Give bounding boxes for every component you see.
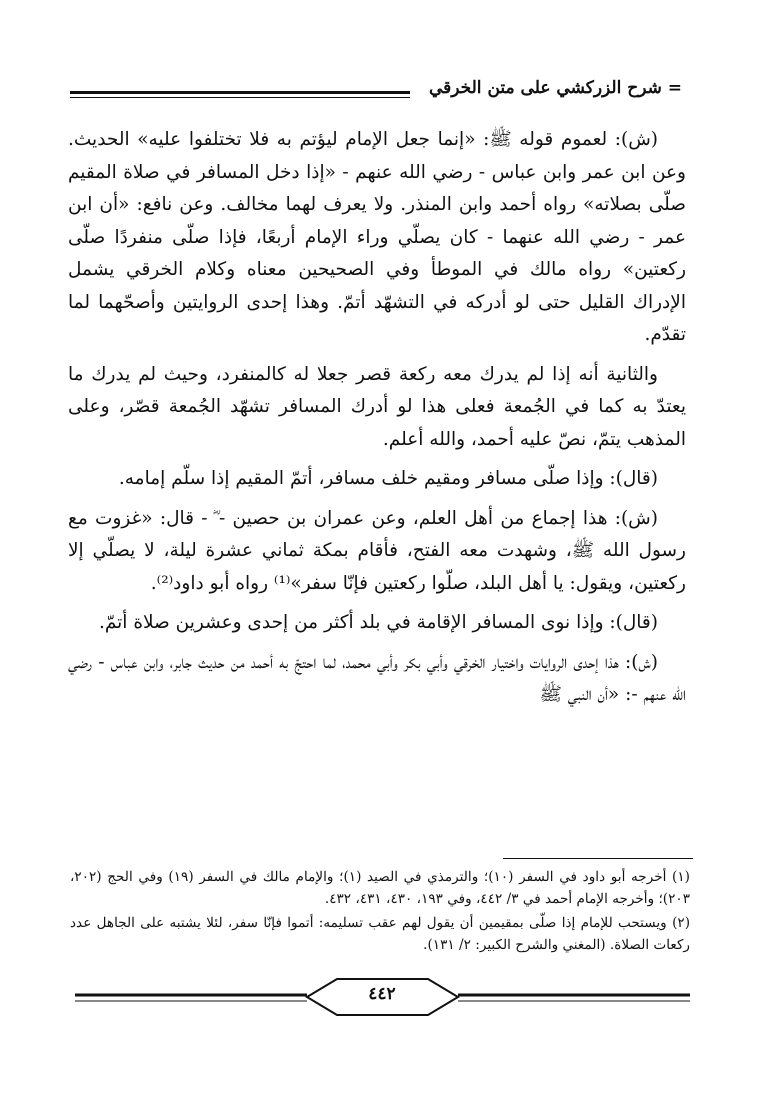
paragraph: (قال): وإذا صلّى مسافر ومقيم خلف مسافر، أتمّ المقيم إذا سلّم إمامه. bbox=[118, 468, 658, 489]
paragraph: والثانية أنه إذا لم يدرك معه ركعة قصر جعلا له كالمنفرد، وحيث لم يدرك ما يعتدّ به كما في الجُمعة فعلى هذا لو أدرك المسافر تشهّد الجُمعة قصّر، وعلى المذهب يتمّ، نصّ عليه أحمد، والله أعلم. bbox=[68, 363, 686, 450]
header-title: = شرح الزركشي على متن الخرقي bbox=[428, 78, 682, 98]
footnotes bbox=[70, 866, 690, 958]
paragraph: (ش): هذا إجماع من أهل العلم، وعن عمران بن حصين - ؓ - قال: «غزوت مع رسول الله ﷺ، وشهدت معه الفتح، فأقام بمكة ثماني عشرة ليلة، لا يصلّي إلا ركعتين، ويقول: يا أهل البلد، صلّوا ركعتين فإنّا سفر»⁽¹⁾ رواه أبو داود⁽²⁾. bbox=[68, 507, 686, 594]
page-number-ornament bbox=[75, 975, 690, 1019]
body-text bbox=[68, 124, 686, 719]
footnote: (١) أخرجه أبو داود في السفر (١٠)؛ والترمذي في الصيد (١)؛ والإمام مالك في السفر (١٩) وفي الحج (٢٠٢، ٢٠٣)؛ وأخرجه الإمام أحمد في ٣/ ٤٤٢، وفي ١٩٣، ٤٣٠، ٤٣١، ٤٣٢. bbox=[70, 869, 690, 907]
header-rule-thick bbox=[70, 91, 410, 94]
running-header bbox=[70, 78, 682, 110]
footnote: (٢) ويستحب للإمام إذا صلّى بمقيمين أن يقول لهم عقب تسليمه: أتموا فإنّا سفر، لئلا يشتبه على الجاهل عدد ركعات الصلاة. (المغني والشرح الكبير: ٢/ ١٣١). bbox=[70, 915, 690, 953]
footnote-separator bbox=[503, 858, 693, 859]
paragraph: (ش): لعموم قوله ﷺ: «إنما جعل الإمام ليؤتم به فلا تختلفوا عليه» الحديث. وعن ابن عمر وابن عباس - رضي الله عنهم - «إذا دخل المسافر في صلاة المقيم صلّى بصلاته» رواه أحمد وابن المنذر. ولا يعرف لهما مخالف. وعن نافع: «أن ابن عمر - رضي الله عنهما - كان يصلّي وراء الإمام أربعًا، فإذا صلّى منفردًا صلّى ركعتين» رواه مالك في الموطأ وفي الصحيحين معناه وكلام الخرقي يشمل الإدراك القليل حتى لو أدركه في التشهّد أتمّ. وهذا إحدى الروايتين وأصحّهما لما تقدّم. bbox=[68, 129, 686, 345]
header-rule-thin bbox=[70, 97, 410, 98]
paragraph: (ش): هذا إحدى الروايات واختيار الخرقي وأبي بكر وأبي محمد، لما احتجّ به أحمد من حديث جابر، وابن عباس - رضي الله عنهم -: «أن النبي ﷺ bbox=[68, 651, 686, 705]
page-number: ٤٤٢ bbox=[368, 984, 396, 1004]
paragraph: (قال): وإذا نوى المسافر الإقامة في بلد أكثر من إحدى وعشرين صلاة أتمّ. bbox=[98, 612, 658, 633]
